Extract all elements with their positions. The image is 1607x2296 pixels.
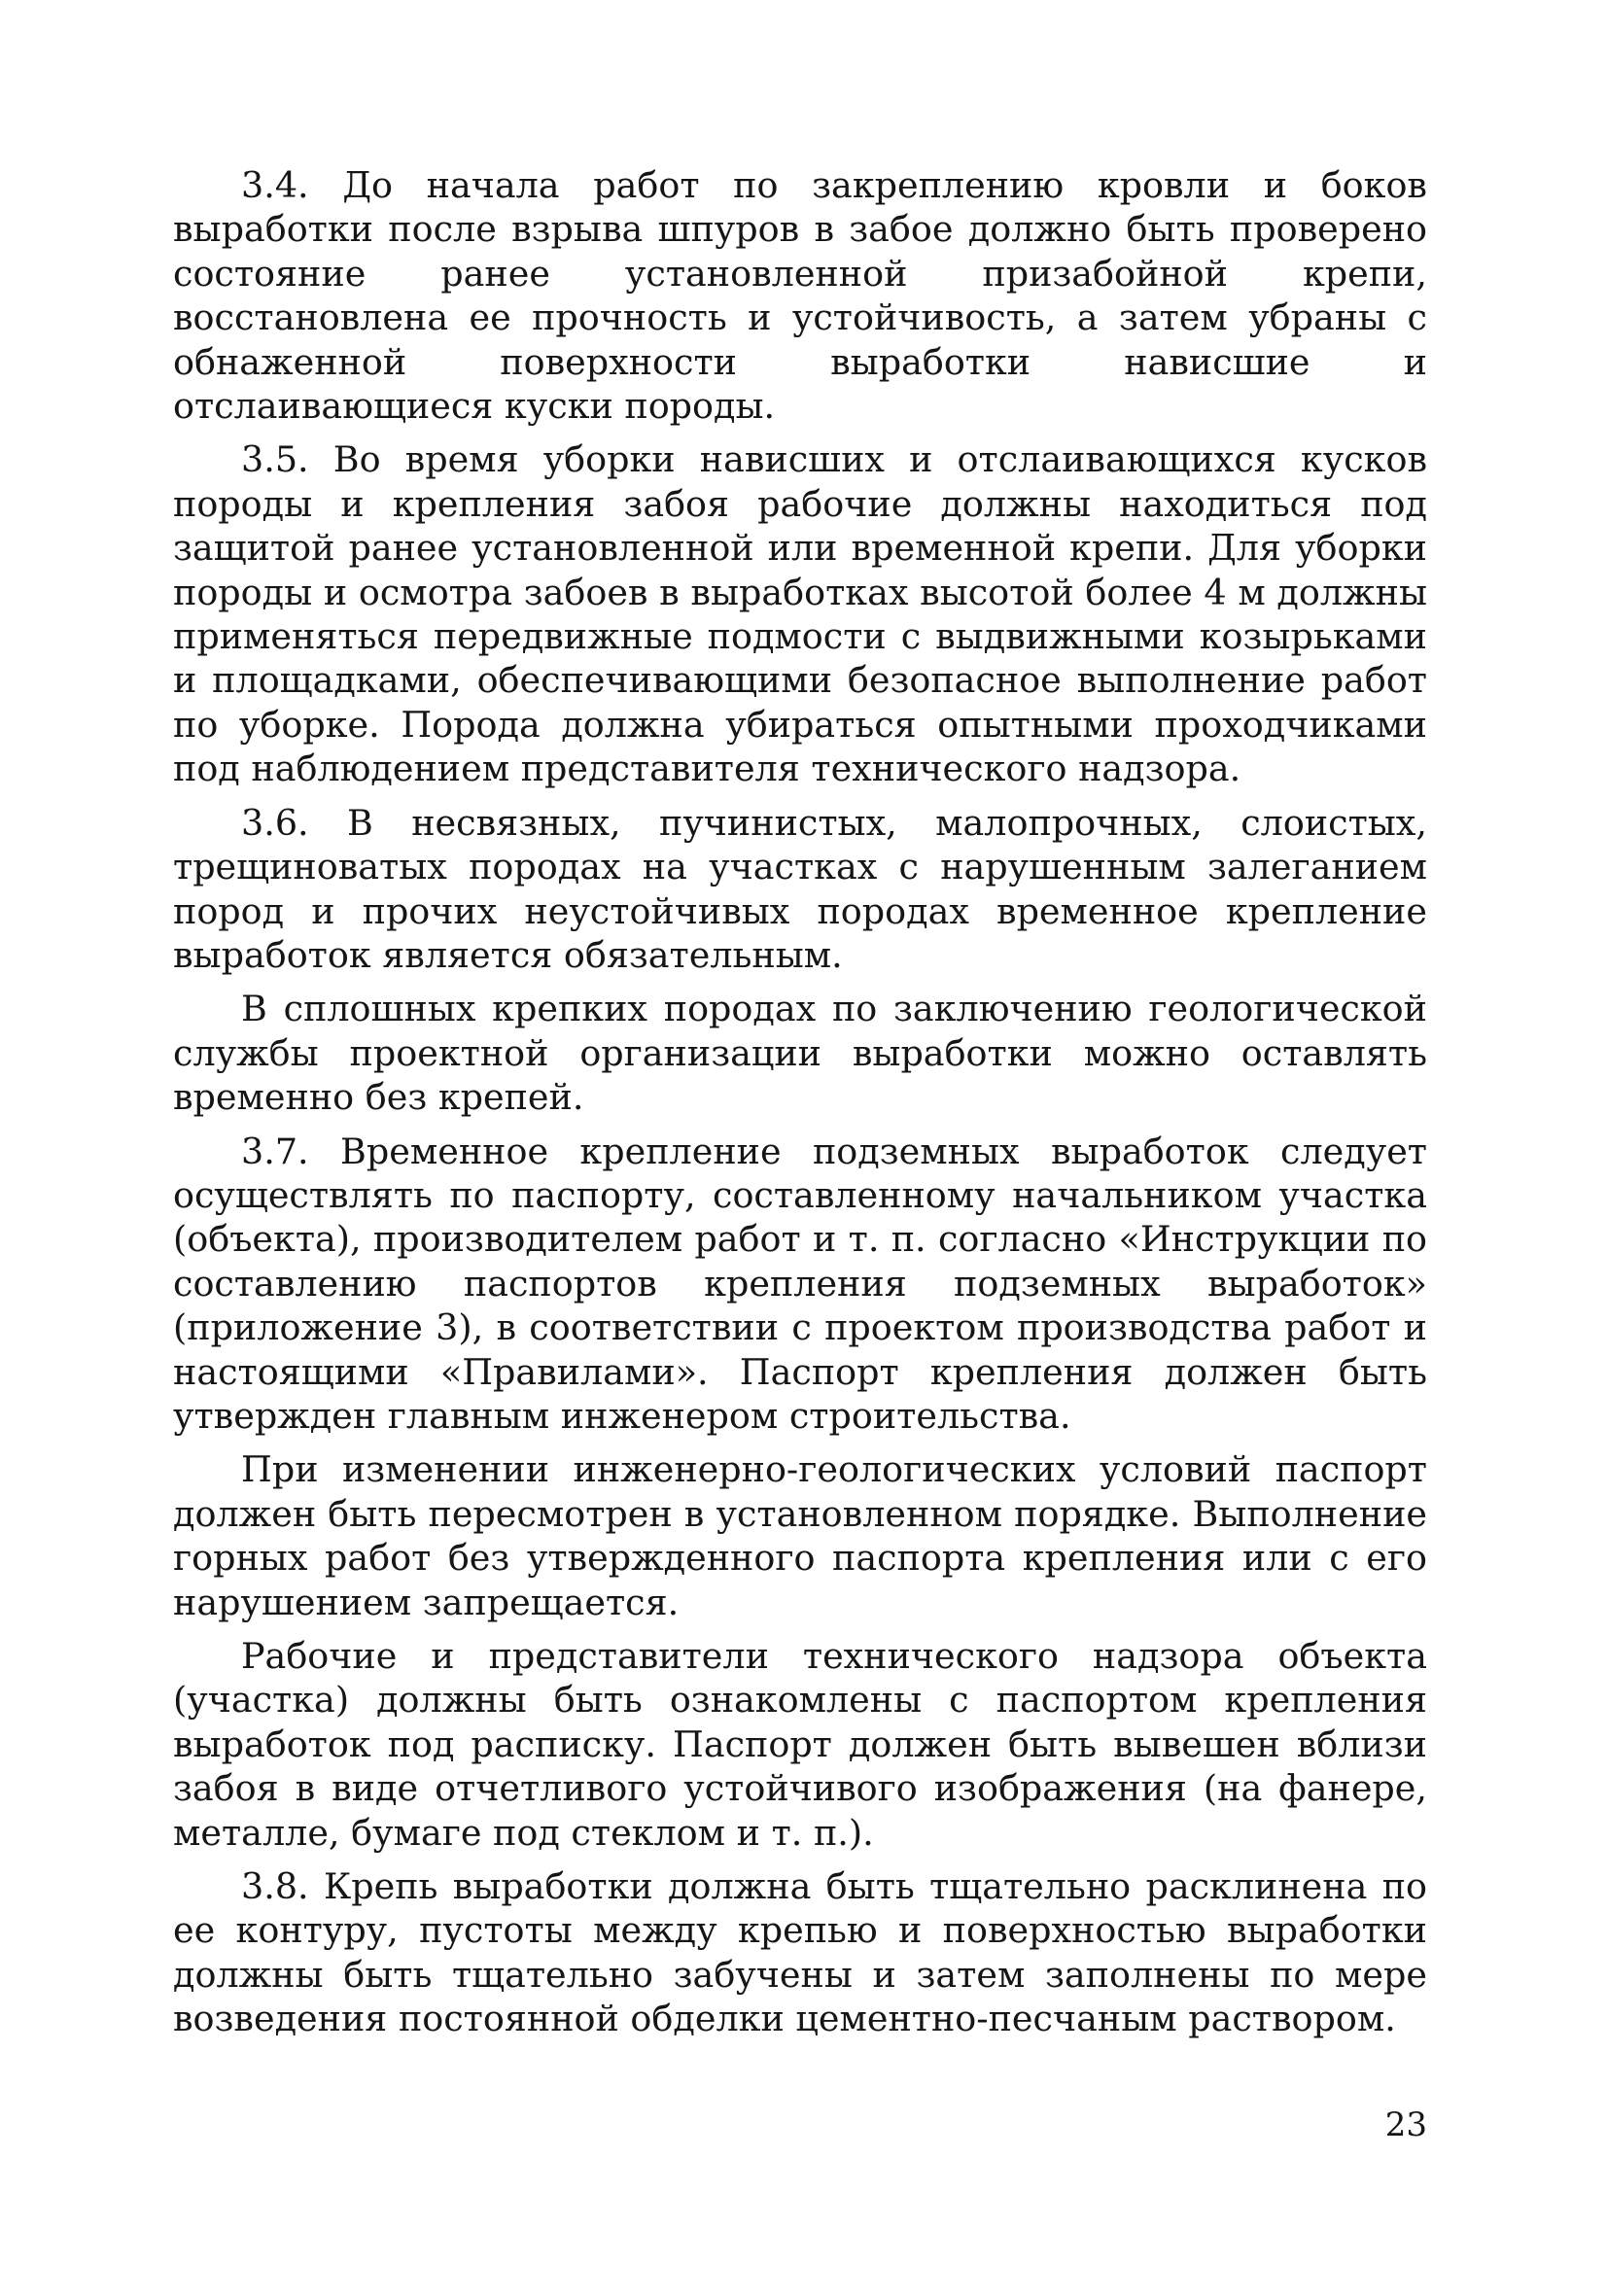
paragraph-3-5: 3.5. Во время уборки нависших и отслаивающихся кусков породы и крепления забоя рабочие должны находиться под защитой ранее установленной или временной крепи. Для уборки породы и осмотра забоев в выработках высотой более 4 м должны применяться передвижные подмости с выдвижными козырьками и площадками, обеспечивающими безопасное выполнение работ по уборке. Порода должна убираться опытными проходчиками под наблюдением представителя технического надзора. xyxy=(173,438,1427,790)
paragraph-3-4: 3.4. До начала работ по закреплению кровли и боков выработки после взрыва шпуров в забое должно быть проверено состояние ранее установленной призабойной крепи, восстановлена ее прочность и устойчивость, а затем убраны с обнаженной поверхности выработки нависшие и отслаивающиеся куски породы. xyxy=(173,164,1427,428)
paragraph-3-6: 3.6. В несвязных, пучинистых, малопрочных, слоистых, трещиноватых породах на участках с нарушенным залеганием пород и прочих неустойчивых породах временное крепление выработок является обязательным. xyxy=(173,801,1427,976)
paragraph-3-7-familiarization: Рабочие и представители технического надзора объекта (участка) должны быть ознакомлены с паспортом крепления выработок под расписку. Паспорт должен быть вывешен вблизи забоя в виде отчетливого устойчивого изображения (на фанере, металле, бумаге под стеклом и т. п.). xyxy=(173,1635,1427,1854)
page-number: 23 xyxy=(1384,2105,1427,2144)
paragraph-3-7-revision: При изменении инженерно-геологических условий паспорт должен быть пересмотрен в установленном порядке. Выполнение горных работ без утвержденного паспорта крепления или с его нарушением запрещается. xyxy=(173,1448,1427,1623)
page-body xyxy=(173,163,1427,2041)
paragraph-3-7: 3.7. Временное крепление подземных выработок следует осуществлять по паспорту, составленному начальником участка (объекта), производителем работ и т. п. согласно «Инструкции по составлению паспортов крепления подземных выработок» (приложение 3), в соответствии с проектом производства работ и настоящими «Правилами». Паспорт крепления должен быть утвержден главным инженером строительства. xyxy=(173,1130,1427,1437)
paragraph-3-6-continued: В сплошных крепких породах по заключению геологической службы проектной организации выработки можно оставлять временно без крепей. xyxy=(173,988,1427,1119)
paragraph-3-8: 3.8. Крепь выработки должна быть тщательно расклинена по ее контуру, пустоты между крепью и поверхностью выработки должны быть тщательно забучены и затем заполнены по мере возведения постоянной обделки цементно-песчаным раствором. xyxy=(173,1865,1427,2040)
